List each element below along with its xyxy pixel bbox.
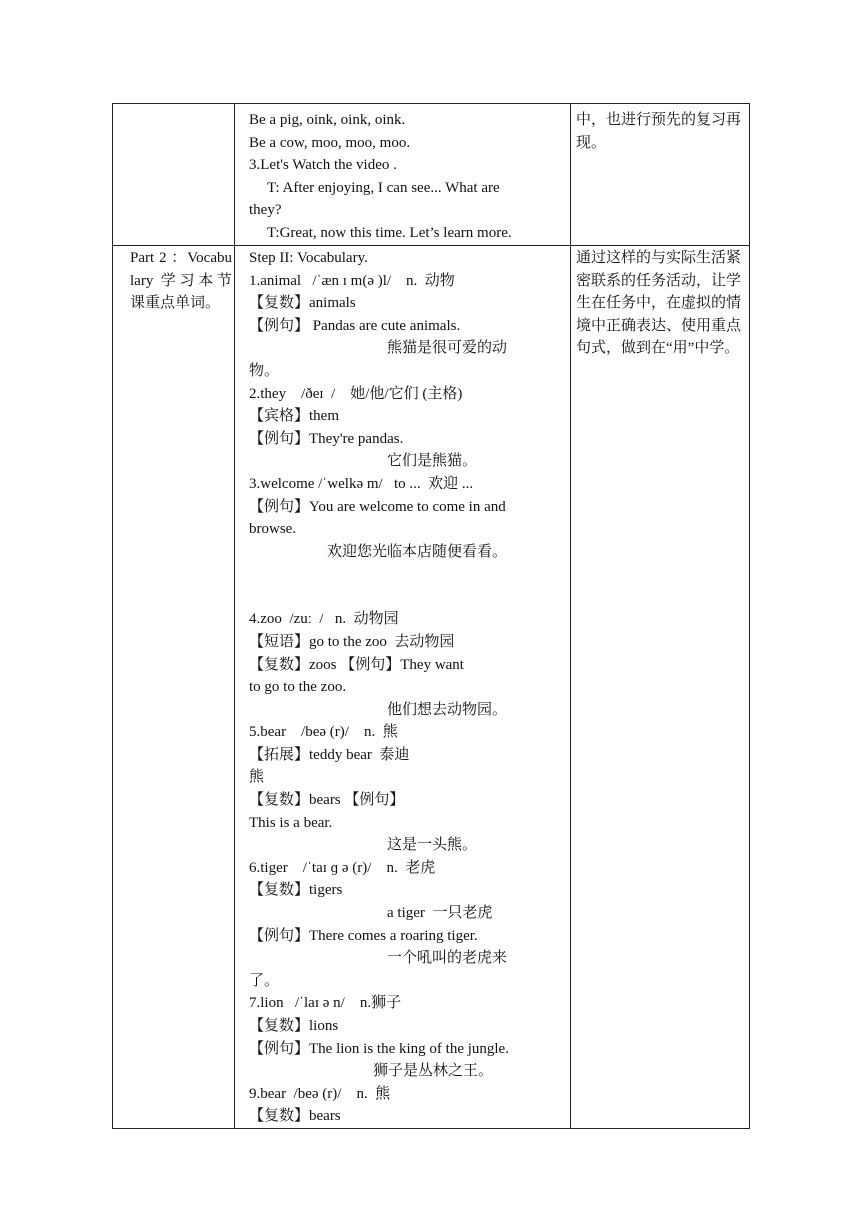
vocab-example: to go to the zoo.: [249, 679, 347, 696]
vocab-extension: 熊: [249, 769, 265, 786]
part-cell: [113, 246, 235, 1129]
vocab-object-case: 【宾格】them: [249, 408, 339, 425]
vocab-translation: 它们是熊猫。: [387, 453, 478, 470]
purpose-text: 中，也进行预先的复习再现。: [576, 112, 742, 151]
process-line: Be a cow, moo, moo, moo.: [249, 134, 411, 151]
vocab-translation: 熊猫是很可爱的动: [387, 340, 508, 357]
process-line: Be a pig, oink, oink, oink.: [249, 112, 406, 128]
vocab-example: 【例句】They're pandas.: [249, 430, 404, 447]
part-label: Part 2 ：Vocabulary 学习本节课重点单词。: [130, 250, 232, 312]
vocab-translation: 狮子是丛林之王。: [373, 1063, 494, 1080]
part-cell: [113, 104, 235, 246]
vocab-entry: 7.lion /ˈlaɪ ə n/ n.狮子: [249, 995, 402, 1012]
purpose-text: 通过这样的与实际生活紧密联系的任务活动，让学生在任务中，在虚拟的情境中正确表达、使用重点句式，做到在“用”中学。: [576, 250, 742, 357]
vocab-translation: 了。: [249, 972, 280, 989]
purpose-cell: [571, 246, 750, 1129]
vocab-entry: 5.bear /beə (r)/ n. 熊: [249, 724, 398, 741]
blank-space: [249, 563, 566, 608]
vocab-entry: 3.welcome /ˈwelkə m/ to ... 欢迎 ...: [249, 475, 474, 492]
vocab-translation: 这是一头熊。: [387, 837, 478, 854]
vocab-translation: 物。: [249, 362, 280, 379]
vocab-translation: 一个吼叫的老虎来: [387, 950, 508, 967]
step-heading: Step II: Vocabulary.: [249, 250, 368, 266]
table-row: [113, 104, 750, 246]
process-line: 3.Let's Watch the video .: [249, 157, 397, 174]
vocab-plural: 【复数】zoos 【例句】They want: [249, 656, 464, 673]
table-row: [113, 246, 750, 1129]
vocab-entry: 9.bear /beə (r)/ n. 熊: [249, 1085, 391, 1102]
vocab-phrase: a tiger 一只老虎: [387, 905, 493, 922]
vocab-example: 【例句】The lion is the king of the jungle.: [249, 1040, 509, 1057]
process-cell: [235, 246, 571, 1129]
vocab-plural: 【复数】lions: [249, 1018, 339, 1034]
vocab-entry: 1.animal /ˈæn ɪ m(ə )l/ n. 动物: [249, 272, 455, 289]
vocab-entry: 6.tiger /ˈtaɪ ɡ ə (r)/ n. 老虎: [249, 859, 436, 876]
vocab-plural: 【复数】animals: [249, 295, 356, 312]
vocab-example: This is a bear.: [249, 814, 333, 831]
vocab-phrase: 【短语】go to the zoo 去动物园: [249, 633, 455, 650]
purpose-cell: [571, 104, 750, 246]
vocab-translation: 欢迎您光临本店随便看看。: [327, 543, 508, 560]
process-line: T: After enjoying, I can see... What are: [267, 179, 500, 196]
vocab-entry: 4.zoo /zuː / n. 动物园: [249, 611, 399, 628]
vocab-example: 【例句】There comes a roaring tiger.: [249, 927, 478, 944]
vocab-example: browse.: [249, 521, 297, 538]
vocab-extension: 【拓展】teddy bear 泰迪: [249, 746, 410, 763]
vocab-plural: 【复数】tigers: [249, 882, 343, 899]
vocab-plural: 【复数】bears 【例句】: [249, 792, 405, 809]
process-line: T:Great, now this time. Let’s learn more.: [267, 224, 512, 241]
vocab-example: 【例句】You are welcome to come in and: [249, 498, 506, 515]
vocab-entry: 2.they /ðeɪ / 她/他/它们 (主格): [249, 385, 463, 402]
vocab-translation: 他们想去动物园。: [387, 701, 508, 718]
vocab-plural: 【复数】bears: [249, 1108, 341, 1125]
lesson-plan-table: [112, 103, 750, 1129]
process-cell: [235, 104, 571, 246]
process-line: they?: [249, 202, 282, 219]
vocab-example: 【例句】 Pandas are cute animals.: [249, 317, 461, 334]
